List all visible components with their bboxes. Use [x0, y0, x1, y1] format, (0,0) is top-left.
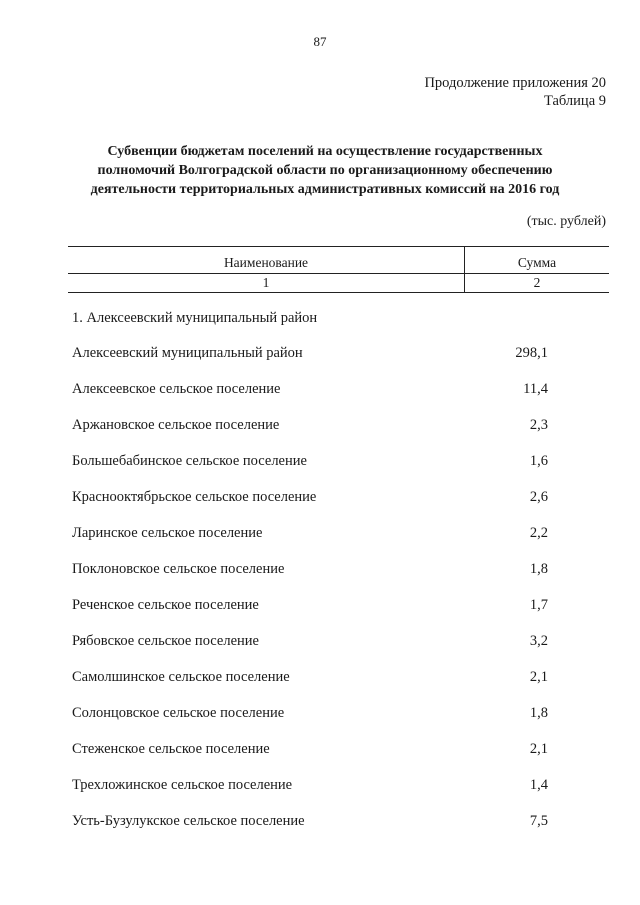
table-number: Таблица 9 [543, 93, 606, 109]
row-name: Усть-Бузулукское сельское поселение [72, 813, 305, 829]
appendix-line: Продолжение приложения 20 [424, 75, 606, 91]
row-name: Самолшинское сельское поселение [72, 669, 290, 685]
page-number: 87 [313, 34, 327, 49]
row-amount: 1,7 [529, 597, 548, 613]
row-name: Поклоновское сельское поселение [72, 561, 285, 577]
row-name: Аржановское сельское поселение [72, 417, 280, 433]
row-name: Ларинское сельское поселение [72, 525, 263, 541]
table-row [72, 812, 582, 848]
row-amount: 298,1 [515, 345, 548, 361]
row-amount: 11,4 [523, 381, 548, 397]
table-row [72, 416, 582, 452]
table-row [72, 776, 582, 812]
table-body [72, 344, 582, 848]
table-row [72, 488, 582, 524]
row-amount: 1,4 [529, 777, 548, 793]
table-row [72, 704, 582, 740]
row-name: Краснооктябрьское сельское поселение [72, 489, 317, 505]
table-row [72, 380, 582, 416]
title-line: Субвенции бюджетам поселений на осуществление государственных [107, 144, 543, 159]
row-name: Рябовское сельское поселение [72, 633, 259, 649]
column-number-1: 1 [68, 274, 465, 293]
unit-label: (тыс. рублей) [526, 214, 606, 229]
table-row [72, 596, 582, 632]
row-amount: 7,5 [529, 813, 548, 829]
row-amount: 1,8 [529, 705, 548, 721]
column-number-2: 2 [465, 274, 610, 293]
table-header [68, 246, 609, 293]
row-amount: 2,1 [529, 669, 548, 685]
row-amount: 3,2 [529, 633, 548, 649]
row-name: Солонцовское сельское поселение [72, 705, 285, 721]
row-amount: 2,2 [529, 525, 548, 541]
row-name: Стеженское сельское поселение [72, 741, 270, 757]
row-name: Алексеевский муниципальный район [72, 345, 303, 361]
title-line: деятельности территориальных административных комиссий на 2016 год [90, 182, 560, 197]
appendix-reference [424, 74, 606, 110]
table-row [72, 740, 582, 776]
document-title [40, 142, 610, 199]
row-amount: 2,3 [529, 417, 548, 433]
row-name: Большебабинское сельское поселение [72, 453, 307, 469]
table-row [72, 524, 582, 560]
table-row [72, 452, 582, 488]
row-name: Реченское сельское поселение [72, 597, 259, 613]
title-line: полномочий Волгоградской области по организационному обеспечению [97, 163, 553, 178]
table-row [72, 632, 582, 668]
row-amount: 1,8 [529, 561, 548, 577]
table-row [72, 668, 582, 704]
section-title: 1. Алексеевский муниципальный район [72, 310, 318, 326]
row-amount: 1,6 [529, 453, 548, 469]
table-row [72, 560, 582, 596]
row-name: Трехложинское сельское поселение [72, 777, 293, 793]
column-header-amount: Сумма [465, 247, 610, 274]
row-amount: 2,1 [529, 741, 548, 757]
table-row [72, 344, 582, 380]
row-amount: 2,6 [529, 489, 548, 505]
column-header-name: Наименование [68, 247, 465, 274]
row-name: Алексеевское сельское поселение [72, 381, 281, 397]
